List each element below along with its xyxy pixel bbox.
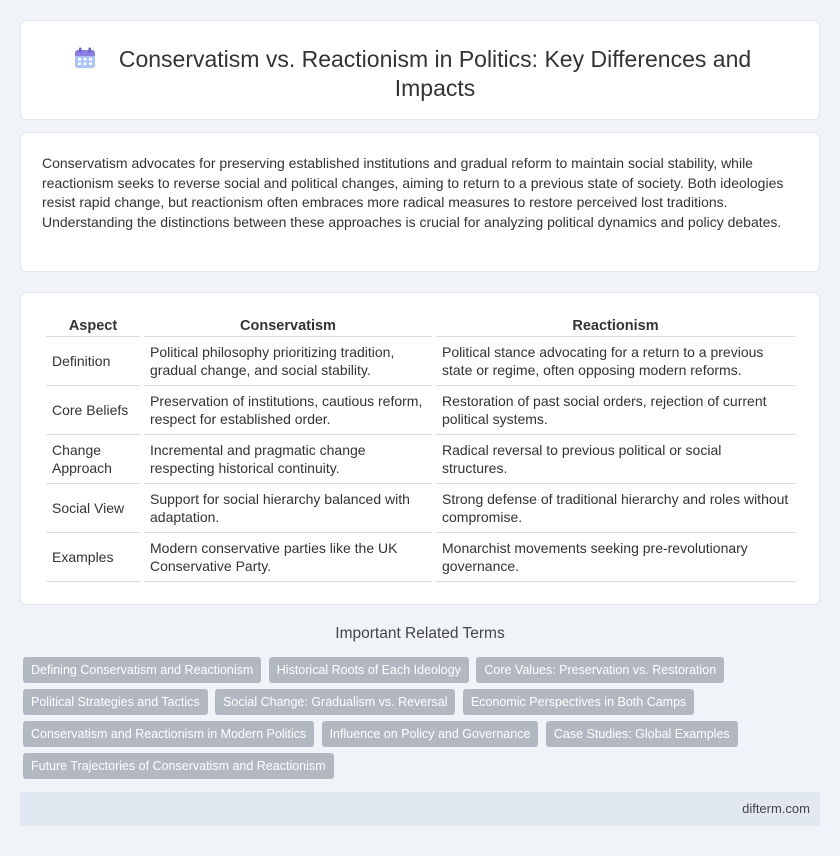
aspect-cell: Change Approach [46, 435, 140, 484]
related-terms-title: Important Related Terms [335, 625, 505, 642]
aspect-cell: Examples [46, 533, 140, 582]
reactionism-cell: Strong defense of traditional hierarchy and roles without compromise. [436, 484, 795, 533]
conservatism-cell: Preservation of institutions, cautious reform, respect for established order. [144, 386, 432, 435]
tag-row [23, 689, 723, 721]
footer-brand-link[interactable]: difterm.com [742, 801, 810, 816]
table-row [46, 337, 795, 386]
page-title: Conservatism vs. Reactionism in Politics: Key Differences and Impacts [118, 46, 752, 101]
related-term-tag[interactable]: Economic Perspectives in Both Camps [463, 689, 694, 715]
footer [20, 792, 820, 826]
tag-row [23, 753, 723, 785]
tag-row [23, 721, 730, 753]
table-row [46, 484, 795, 533]
aspect-cell: Core Beliefs [46, 386, 140, 435]
reactionism-cell: Political stance advocating for a return to a previous state or regime, often opposing modern reforms. [436, 337, 795, 386]
conservatism-cell: Modern conservative parties like the UK Conservative Party. [144, 533, 432, 582]
aspect-cell: Definition [46, 337, 140, 386]
aspect-cell: Social View [46, 484, 140, 533]
related-term-tag[interactable]: Core Values: Preservation vs. Restoration [476, 657, 724, 683]
comparison-card [20, 292, 820, 605]
reactionism-cell: Restoration of past social orders, rejection of current political systems. [436, 386, 795, 435]
intro-card [20, 132, 820, 272]
related-term-tag[interactable]: Future Trajectories of Conservatism and Reactionism [23, 753, 334, 779]
tag-row [23, 657, 723, 689]
header-aspect: Aspect [46, 311, 140, 337]
header-reactionism: Reactionism [436, 311, 795, 337]
related-term-tag[interactable]: Conservatism and Reactionism in Modern Politics [23, 721, 314, 747]
related-term-tag[interactable]: Case Studies: Global Examples [546, 721, 738, 747]
intro-paragraph: Conservatism advocates for preserving established institutions and gradual reform to maintain social stability, while reactionism seeks to reverse social and political changes, aiming to return to a previous state of society. Both ideologies resist rapid change, but reactionism often embraces more radical measures to restore perceived lost traditions. Understanding the distinctions between these approaches is crucial for analyzing political dynamics and policy debates. [42, 155, 784, 230]
conservatism-cell: Political philosophy prioritizing tradition, gradual change, and social stability. [144, 337, 432, 386]
conservatism-cell: Support for social hierarchy balanced with adaptation. [144, 484, 432, 533]
reactionism-cell: Radical reversal to previous political or social structures. [436, 435, 795, 484]
header-conservatism: Conservatism [144, 311, 432, 337]
related-terms-list [23, 657, 730, 785]
header-card [20, 20, 820, 120]
conservatism-cell: Incremental and pragmatic change respecting historical continuity. [144, 435, 432, 484]
related-term-tag[interactable]: Social Change: Gradualism vs. Reversal [215, 689, 455, 715]
table-header-row [46, 311, 795, 337]
comparison-table [42, 311, 799, 582]
table-row [46, 386, 795, 435]
table-row [46, 533, 795, 582]
related-term-tag[interactable]: Defining Conservatism and Reactionism [23, 657, 261, 683]
related-term-tag[interactable]: Political Strategies and Tactics [23, 689, 208, 715]
table-row [46, 435, 795, 484]
related-term-tag[interactable]: Influence on Policy and Governance [322, 721, 539, 747]
related-term-tag[interactable]: Historical Roots of Each Ideology [269, 657, 469, 683]
reactionism-cell: Monarchist movements seeking pre-revolutionary governance. [436, 533, 795, 582]
